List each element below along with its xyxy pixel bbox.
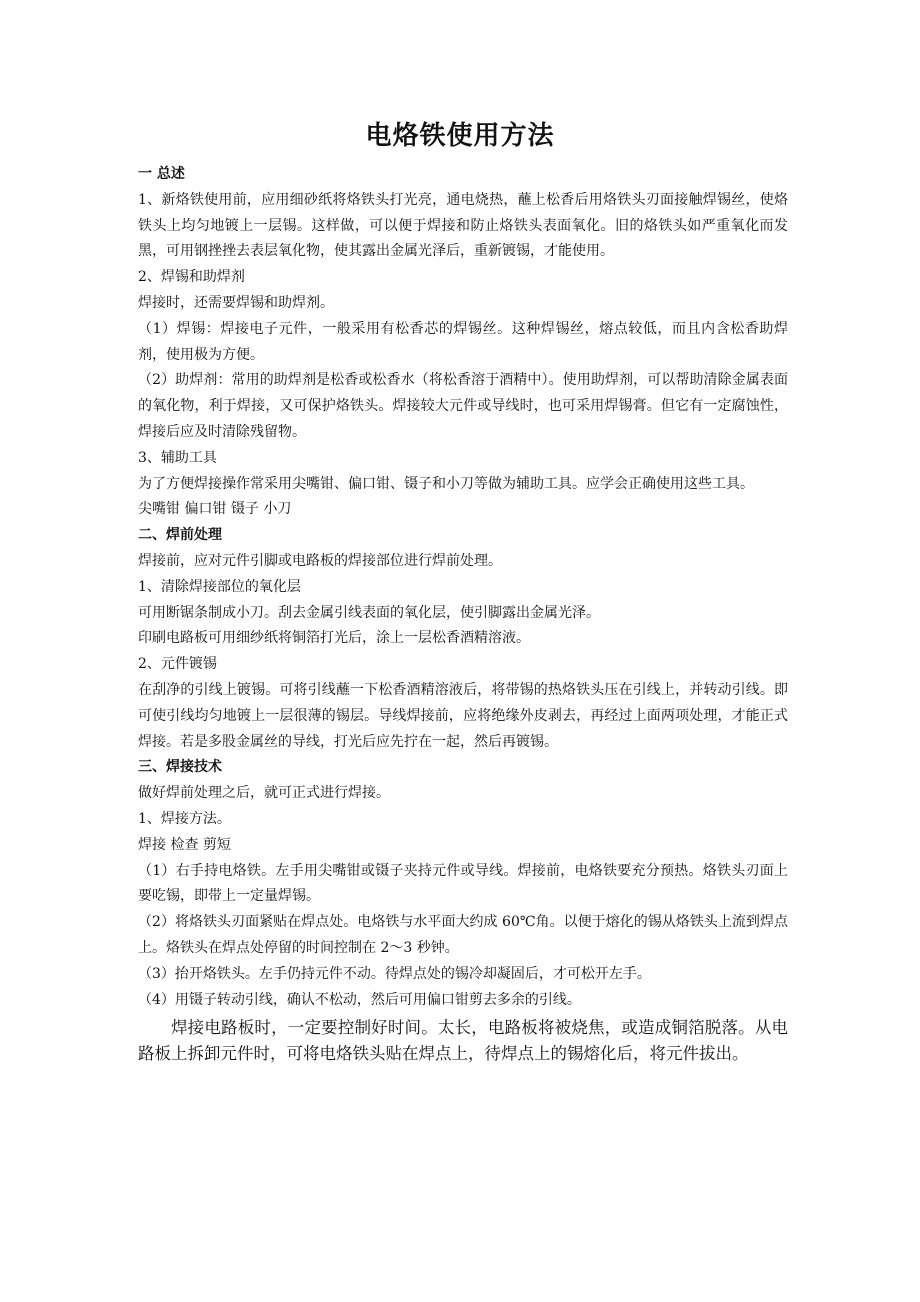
paragraph-solder-wire: （1）焊锡：焊接电子元件，一般采用有松香芯的焊锡丝。这种焊锡丝，熔点较低，而且内含松香助焊剂，使用极为方便。 <box>138 320 788 363</box>
section-heading-soldering-technique: 三、焊接技术 <box>138 759 222 776</box>
subheading-auxiliary-tools: 3、辅助工具 <box>138 449 217 466</box>
step-3: （3）抬开烙铁头。左手仍持元件不动。待焊点处的锡冷却凝固后，才可松开左手。 <box>138 965 651 982</box>
step-4: （4）用镊子转动引线，确认不松动，然后可用偏口钳剪去多余的引线。 <box>138 991 581 1008</box>
paragraph-technique-intro: 做好焊前处理之后，就可正式进行焊接。 <box>138 785 390 802</box>
paragraph-solder-flux-intro: 焊接时，还需要焊锡和助焊剂。 <box>138 294 334 311</box>
paragraph-flux: （2）助焊剂：常用的助焊剂是松香或松香水（将松香溶于酒精中）。使用助焊剂，可以帮助清除金属表面的氧化物，利于焊接，又可保护烙铁头。焊接较大元件或导线时，也可采用焊锡膏。但它有一定腐蚀性，焊接后应及时清除残留物。 <box>138 372 788 440</box>
section-heading-pre-treatment: 二、焊前处理 <box>138 527 222 544</box>
paragraph-auxiliary-tools: 为了方便焊接操作常采用尖嘴钳、偏口钳、镊子和小刀等做为辅助工具。应学会正确使用这些工具。 <box>138 475 754 492</box>
closing-paragraph: 焊接电路板时，一定要控制好时间。太长，电路板将被烧焦，或造成铜箔脱落。从电路板上拆卸元件时，可将电烙铁头贴在焊点上，待焊点上的锡熔化后，将元件拔出。 <box>138 1018 788 1063</box>
subheading-component-tinning: 2、元件镀锡 <box>138 656 217 673</box>
paragraph-scrape-leads: 可用断锯条制成小刀。刮去金属引线表面的氧化层，使引脚露出金属光泽。 <box>138 604 600 621</box>
paragraph-pcb-cleaning: 印刷电路板可用细纱纸将铜箔打光后，涂上一层松香酒精溶液。 <box>138 630 530 647</box>
step-list: 焊接 检查 剪短 <box>138 836 231 853</box>
subheading-solder-flux: 2、焊锡和助焊剂 <box>138 269 245 286</box>
paragraph-pre-treatment-intro: 焊接前，应对元件引脚或电路板的焊接部位进行焊前处理。 <box>138 552 502 569</box>
tool-list: 尖嘴钳 偏口钳 镊子 小刀 <box>138 501 292 518</box>
subheading-remove-oxide: 1、清除焊接部位的氧化层 <box>138 578 301 595</box>
document-body <box>138 162 788 1066</box>
section-heading-overview: 一 总述 <box>138 166 185 182</box>
subheading-soldering-method: 1、焊接方法。 <box>138 810 231 827</box>
step-2: （2）将烙铁头刃面紧贴在焊点处。电烙铁与水平面大约成 60℃角。以便于熔化的锡从烙铁头上流到焊点上。烙铁头在焊点处停留的时间控制在 2～3 秒钟。 <box>138 914 788 956</box>
step-1: （1）右手持电烙铁。左手用尖嘴钳或镊子夹持元件或导线。焊接前，电烙铁要充分预热。烙铁头刃面上要吃锡，即带上一定量焊锡。 <box>138 862 788 905</box>
document-title: 电烙铁使用方法 <box>365 121 555 151</box>
paragraph-new-iron-usage: 1、新烙铁使用前，应用细砂纸将烙铁头打光亮，通电烧热，蘸上松香后用烙铁头刃面接触焊锡丝，使烙铁头上均匀地镀上一层锡。这样做，可以便于焊接和防止烙铁头表面氧化。旧的烙铁头如严重氧化而发黑，可用钢挫挫去表层氧化物，使其露出金属光泽后，重新镀锡，才能使用。 <box>138 191 788 260</box>
paragraph-tinning: 在刮净的引线上镀锡。可将引线蘸一下松香酒精溶液后，将带锡的热烙铁头压在引线上，并转动引线。即可使引线均匀地镀上一层很薄的锡层。导线焊接前，应将绝缘外皮剥去，再经过上面两项处理，才能正式焊接。若是多股金属丝的导线，打光后应先拧在一起，然后再镀锡。 <box>138 681 788 750</box>
